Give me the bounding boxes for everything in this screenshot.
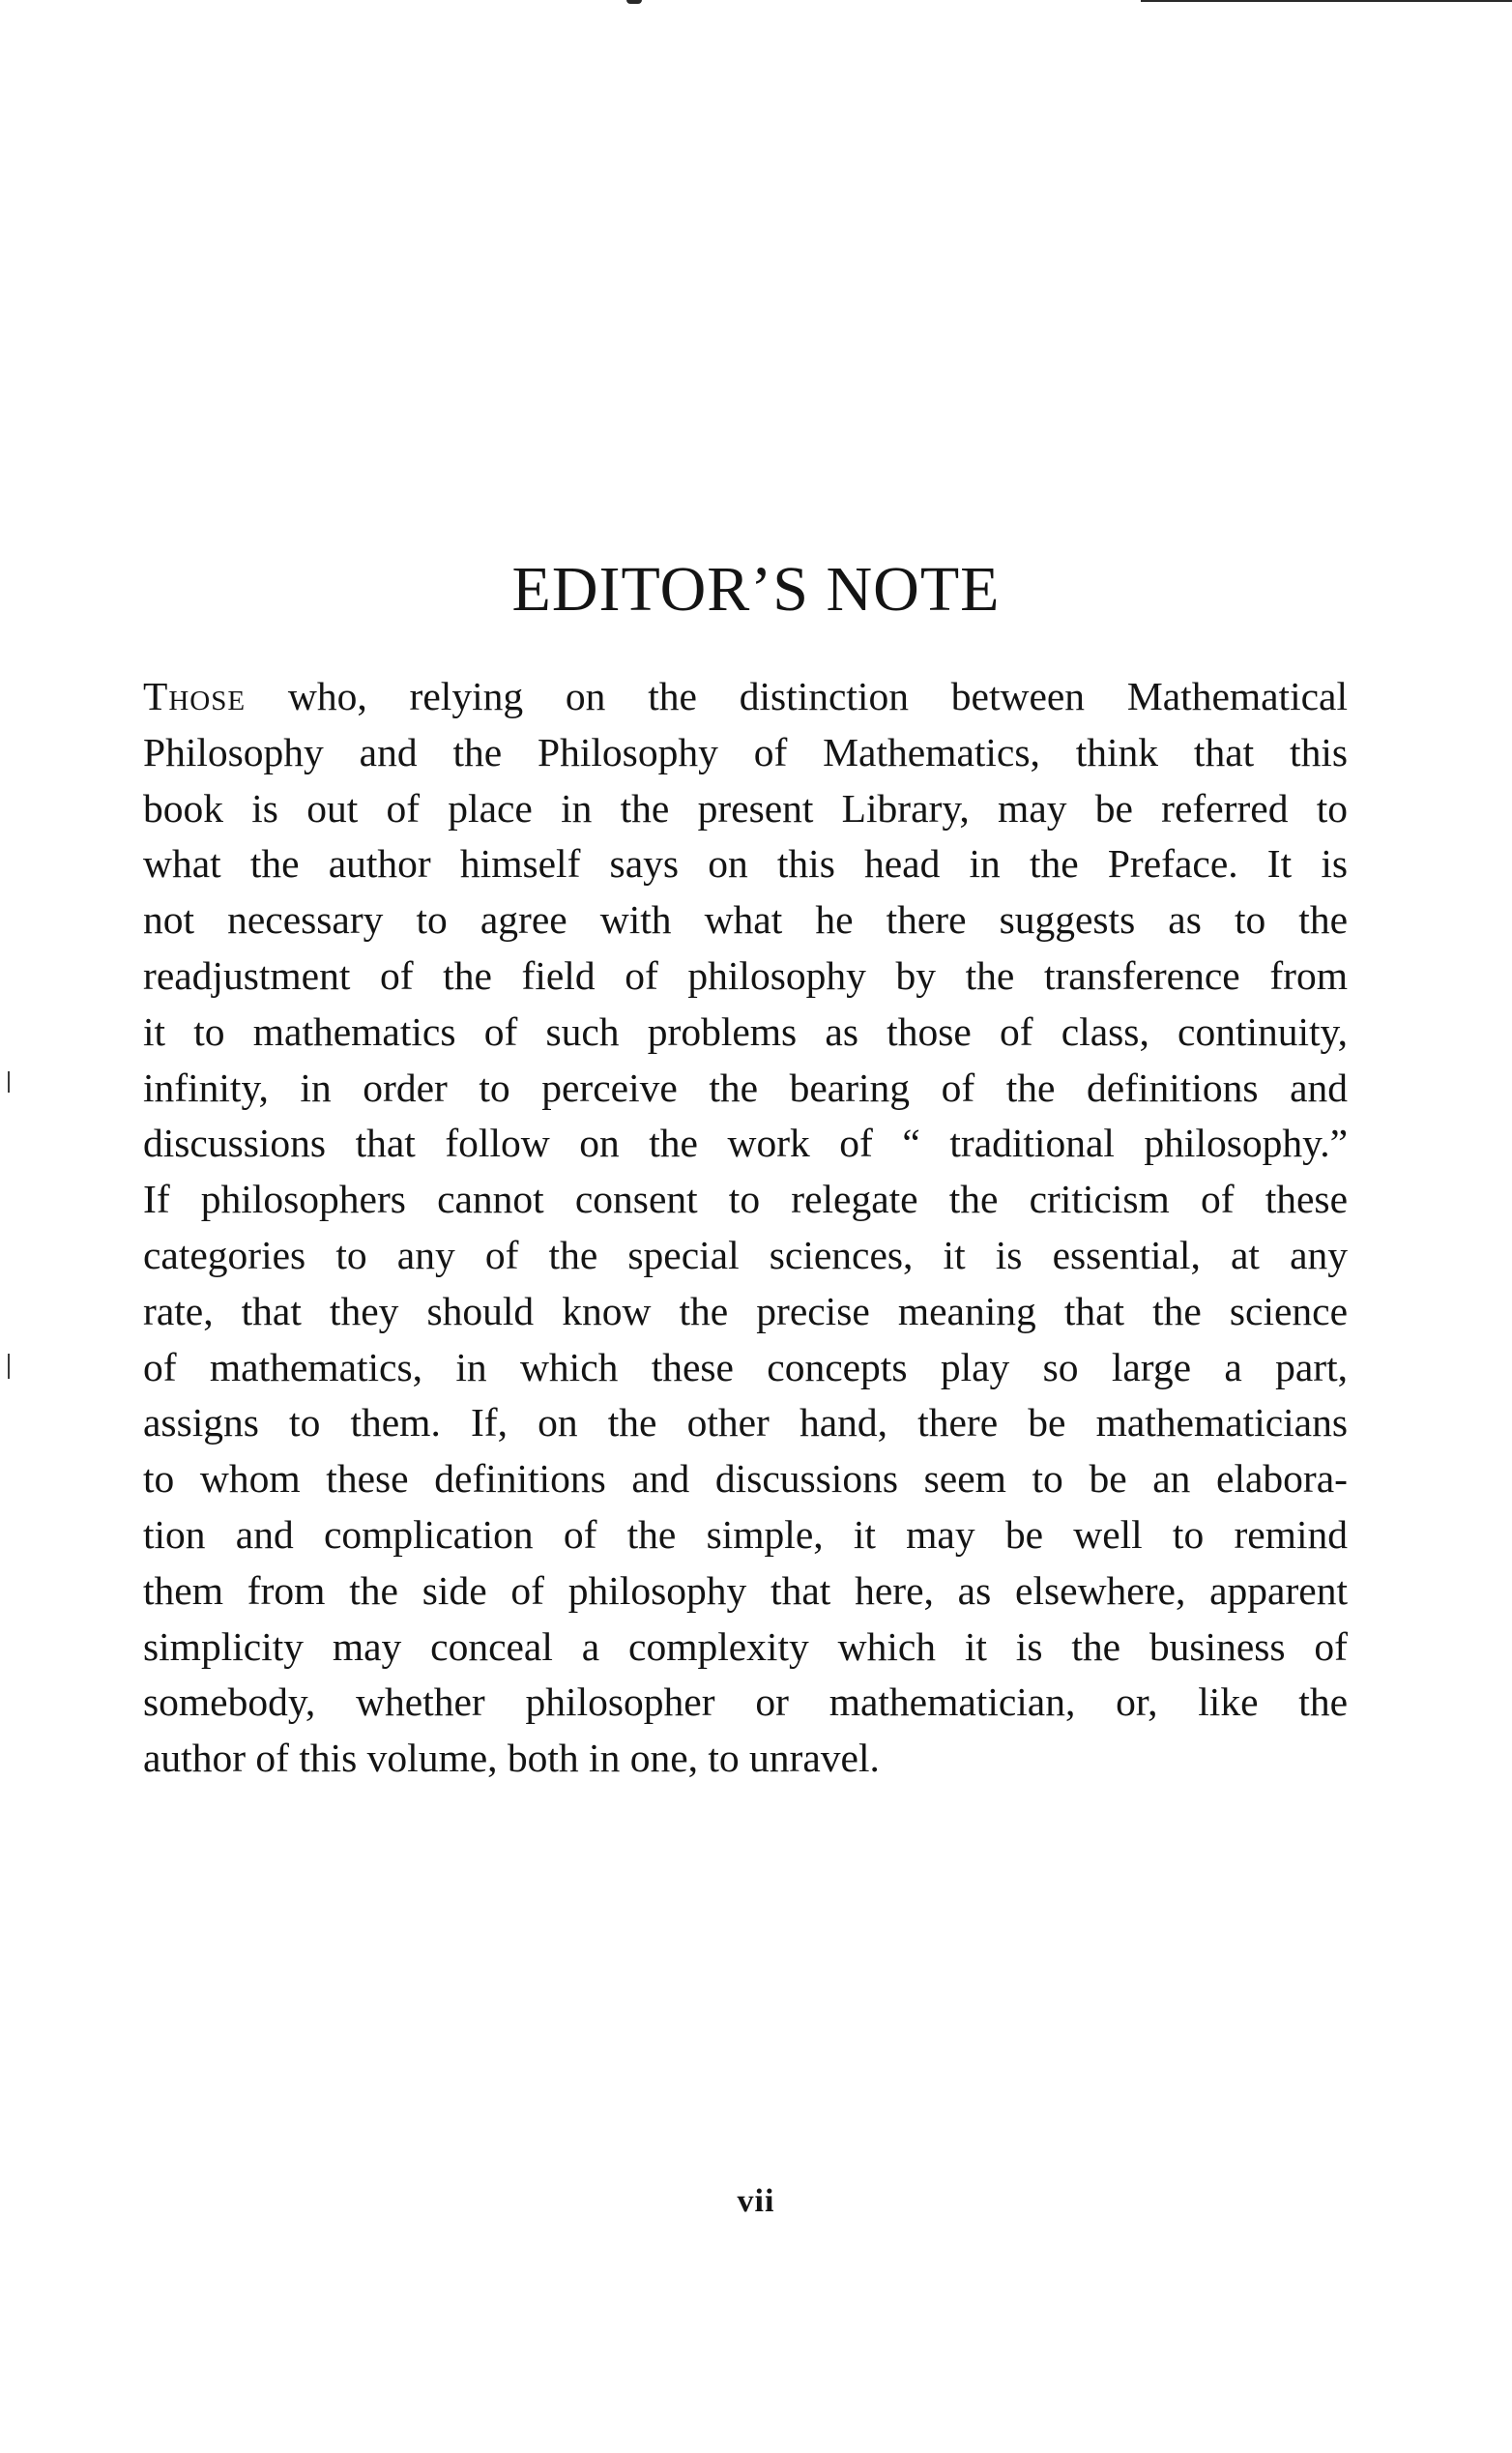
text-line: infinity, in order to perceive the bearing of the definitions and: [143, 1065, 1348, 1110]
text-line: rate, that they should know the precise meaning that the science: [143, 1288, 1348, 1333]
text-line: tion and complication of the simple, it may be well to remind: [143, 1511, 1348, 1557]
page-number: vii: [737, 2183, 775, 2219]
scan-mark: [626, 0, 642, 4]
text-line: assigns to them. If, on the other hand, there be mathematicians: [143, 1400, 1348, 1446]
text-line: Philosophy and the Philosophy of Mathematics, think that this: [143, 729, 1348, 774]
line-text: who, relying on the distinction between Mathematical: [246, 674, 1348, 718]
text-line: to whom these definitions and discussions seem to be an elabora-: [143, 1456, 1348, 1502]
text-line: categories to any of the special sciences, it is essential, at any: [143, 1232, 1348, 1277]
text-line: of mathematics, in which these concepts play so large a part,: [143, 1344, 1348, 1389]
text-line: book is out of place in the present Library, may be referred to: [143, 785, 1348, 831]
text-line: author of this volume, both in one, to unravel.: [143, 1736, 880, 1781]
text-line: what the author himself says on this head in the Preface. It is: [143, 841, 1348, 887]
text-line: not necessary to agree with what he there suggests as to the: [143, 897, 1348, 943]
text-line: simplicity may conceal a complexity which it is the business of: [143, 1623, 1348, 1669]
text-line: readjustment of the field of philosophy by the transference from: [143, 952, 1348, 998]
text-line: it to mathematics of such problems as those of class, continuity,: [143, 1008, 1348, 1054]
scan-edge-rule: [1141, 0, 1512, 2]
text-line: If philosophers cannot consent to relegate the criticism of these: [143, 1177, 1348, 1222]
text-line: somebody, whether philosopher or mathematician, or, like the: [143, 1679, 1348, 1725]
scan-edge-mark: [8, 1354, 10, 1379]
lead-word: Those: [143, 674, 247, 718]
page-title: EDITOR’S NOTE: [511, 554, 1001, 625]
note-body: [143, 669, 1348, 1787]
scan-edge-mark: [8, 1071, 10, 1093]
text-line: discussions that follow on the work of “ traditional philosophy.”: [143, 1121, 1348, 1166]
text-line: [143, 669, 1348, 725]
text-line: them from the side of philosophy that here, as elsewhere, apparent: [143, 1567, 1348, 1613]
